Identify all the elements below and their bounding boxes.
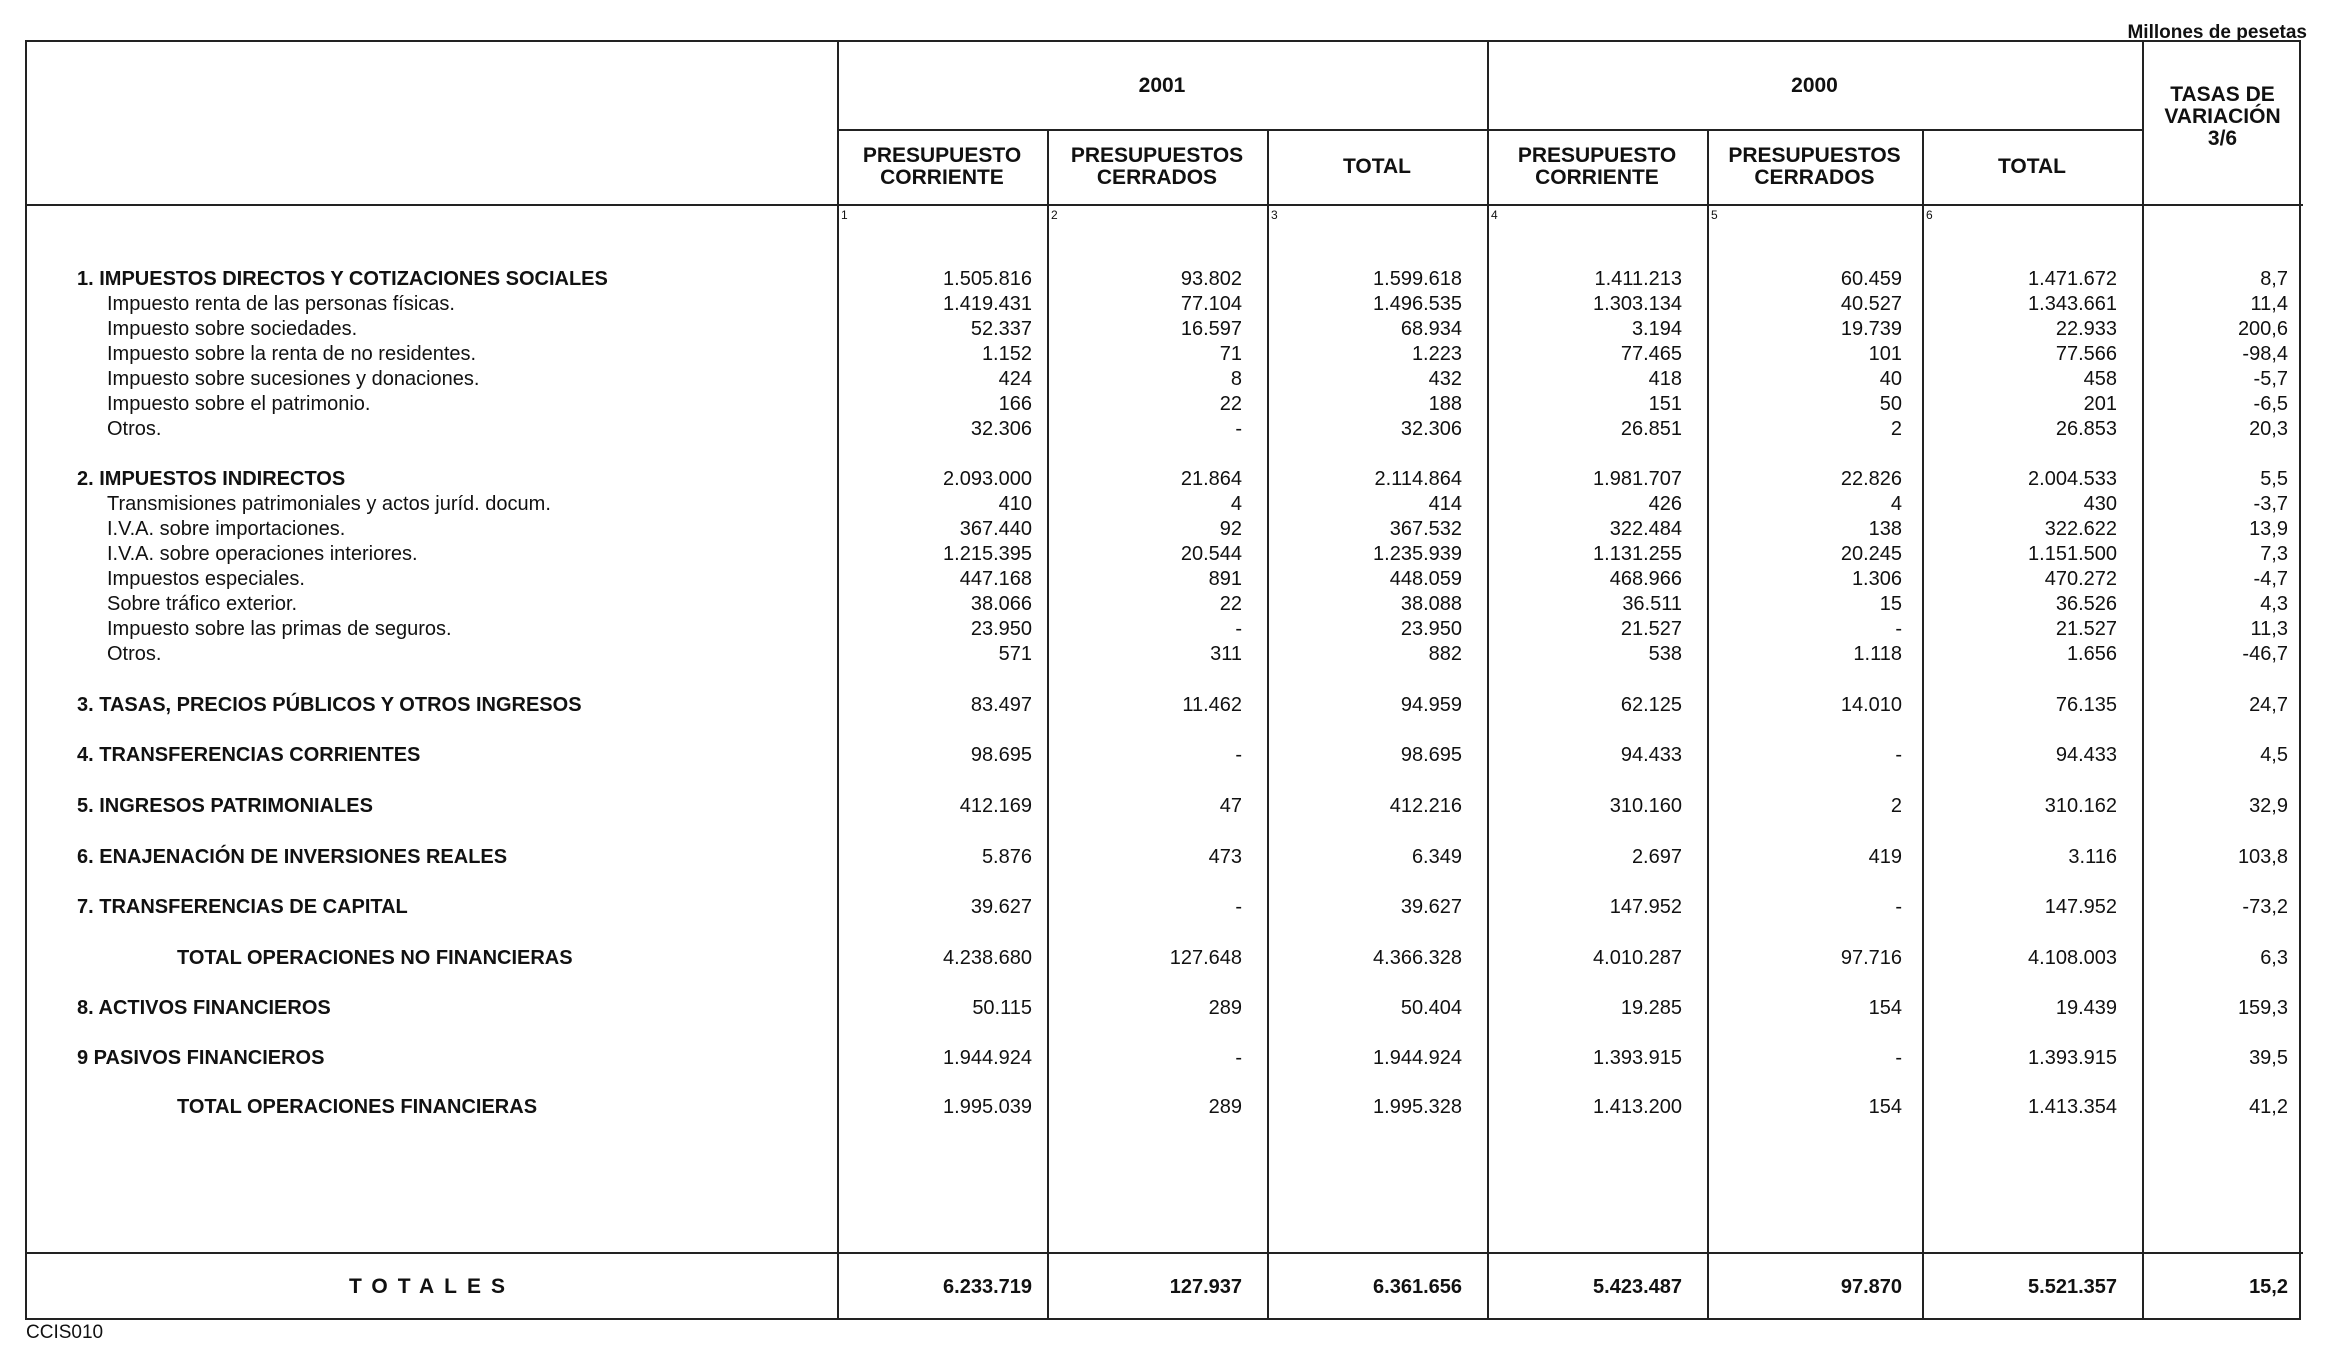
- table-cell: 94.433: [1620, 744, 1682, 766]
- table-cell: 2.093.000: [943, 468, 1032, 490]
- table-cell: 138: [1868, 518, 1902, 540]
- table-cell: 6,3: [2260, 947, 2288, 969]
- table-cell: 1.131.255: [1593, 543, 1682, 565]
- table-cell: 16.597: [1180, 318, 1242, 340]
- table-cell: 21.527: [2055, 618, 2117, 640]
- row-label: 3. TASAS, PRECIOS PÚBLICOS Y OTROS INGRESOS: [77, 694, 582, 716]
- table-cell: -: [1235, 744, 1242, 766]
- rate-header: TASAS DE VARIACIÓN 3/6: [2164, 83, 2281, 150]
- table-cell: 412.216: [1389, 795, 1462, 817]
- footer-code: CCIS010: [26, 1322, 104, 1343]
- table-cell: 23.950: [1400, 618, 1462, 640]
- table-cell: 41,2: [2249, 1096, 2288, 1118]
- table-cell: 448.059: [1389, 568, 1462, 590]
- table-cell: 4.238.680: [943, 947, 1032, 969]
- table-cell: 882: [1428, 643, 1462, 665]
- table-cell: -46,7: [2242, 643, 2288, 665]
- table-cell: 3.194: [1631, 318, 1682, 340]
- table-cell: 1.944.924: [943, 1047, 1032, 1069]
- table-cell: 289: [1208, 997, 1242, 1019]
- row-label: Otros.: [107, 643, 162, 665]
- table-cell: 40: [1879, 368, 1902, 390]
- table-cell: 426: [1648, 493, 1682, 515]
- table-cell: -4,7: [2253, 568, 2288, 590]
- table-row: [27, 692, 2303, 718]
- table-cell: 8,7: [2260, 268, 2288, 290]
- column-number: 1: [841, 208, 848, 222]
- table-cell: -98,4: [2242, 343, 2288, 365]
- table-cell: 458: [2083, 368, 2117, 390]
- table-cell: -: [1895, 618, 1902, 640]
- table-row: [27, 316, 2303, 342]
- table-row: [27, 491, 2303, 517]
- column-number: 6: [1926, 208, 1933, 222]
- table-cell: 414: [1428, 493, 1462, 515]
- table-row: [27, 466, 2303, 492]
- table-cell: 93.802: [1180, 268, 1242, 290]
- table-row: [27, 366, 2303, 392]
- table-cell: 22.826: [1840, 468, 1902, 490]
- table-cell: 4,5: [2260, 744, 2288, 766]
- table-cell: 52.337: [970, 318, 1032, 340]
- table-row: [27, 1094, 2303, 1120]
- table-row: [27, 742, 2303, 768]
- table-cell: 32,9: [2249, 795, 2288, 817]
- table-row: [27, 793, 2303, 819]
- table-cell: 447.168: [959, 568, 1032, 590]
- table-cell: 5.521.357: [2028, 1276, 2117, 1298]
- table-cell: 11,4: [2250, 293, 2288, 315]
- table-cell: 32.306: [970, 418, 1032, 440]
- table-cell: 289: [1208, 1096, 1242, 1118]
- table-cell: 473: [1208, 846, 1242, 868]
- table-cell: 159,3: [2237, 997, 2288, 1019]
- table-cell: 1.413.354: [2028, 1096, 2117, 1118]
- table-row: [27, 266, 2303, 292]
- table-cell: 4.366.328: [1373, 947, 1462, 969]
- table-cell: -: [1235, 418, 1242, 440]
- table-cell: 1.151.500: [2028, 543, 2117, 565]
- table-cell: 103,8: [2237, 846, 2288, 868]
- table-cell: 38.066: [970, 593, 1032, 615]
- table-cell: 6.233.719: [943, 1276, 1032, 1298]
- row-label: Transmisiones patrimoniales y actos juríd. docum.: [107, 493, 551, 515]
- table-cell: 322.484: [1609, 518, 1682, 540]
- table-cell: -6,5: [2253, 393, 2288, 415]
- table-cell: 23.950: [970, 618, 1032, 640]
- row-label: Impuesto sobre sociedades.: [107, 318, 358, 340]
- row-label: Impuesto sobre el patrimonio.: [107, 393, 371, 415]
- table-cell: 19.739: [1840, 318, 1902, 340]
- table-cell: -: [1235, 896, 1242, 918]
- row-label: 8. ACTIVOS FINANCIEROS: [77, 997, 331, 1019]
- table-cell: 2.114.864: [1374, 468, 1462, 490]
- table-row: [27, 1045, 2303, 1071]
- table-cell: 367.532: [1389, 518, 1462, 540]
- table-cell: 3.116: [2068, 846, 2117, 868]
- table-cell: 77.566: [2055, 343, 2117, 365]
- table-cell: 92: [1219, 518, 1242, 540]
- table-cell: 2.004.533: [2028, 468, 2117, 490]
- table-cell: 410: [998, 493, 1032, 515]
- table-cell: -3,7: [2253, 493, 2288, 515]
- table-cell: -: [1235, 618, 1242, 640]
- table-cell: 538: [1648, 643, 1682, 665]
- table-cell: 1.411.213: [1594, 268, 1682, 290]
- row-label: TOTAL OPERACIONES NO FINANCIERAS: [177, 947, 573, 969]
- table-cell: 20.245: [1840, 543, 1902, 565]
- table-cell: 1.343.661: [2028, 293, 2117, 315]
- table-cell: 418: [1648, 368, 1682, 390]
- table-cell: 154: [1868, 997, 1902, 1019]
- table-cell: 147.952: [2044, 896, 2117, 918]
- table-cell: 1.152: [981, 343, 1032, 365]
- table-cell: 1.471.672: [2028, 268, 2117, 290]
- table-cell: 50.404: [1400, 997, 1462, 1019]
- table-cell: 62.125: [1620, 694, 1682, 716]
- table-cell: 1.505.816: [943, 268, 1032, 290]
- table-cell: 40.527: [1840, 293, 1902, 315]
- table-cell: 367.440: [959, 518, 1032, 540]
- row-label: 4. TRANSFERENCIAS CORRIENTES: [77, 744, 421, 766]
- table-cell: 310.160: [1609, 795, 1682, 817]
- col-header-current-2000: PRESUPUESTO CORRIENTE: [1517, 144, 1677, 189]
- table-cell: 13,9: [2249, 518, 2288, 540]
- table-cell: 2: [1890, 795, 1902, 817]
- table-cell: 39,5: [2249, 1047, 2288, 1069]
- table-row: [27, 516, 2303, 542]
- table-row: [27, 391, 2303, 417]
- table-cell: 97.870: [1840, 1276, 1902, 1298]
- table-cell: 4.108.003: [2028, 947, 2117, 969]
- table-cell: 468.966: [1609, 568, 1682, 590]
- table-cell: 1.419.431: [943, 293, 1032, 315]
- table-cell: 26.851: [1620, 418, 1682, 440]
- row-label: Impuesto sobre la renta de no residentes.: [107, 343, 477, 365]
- table-cell: 60.459: [1840, 268, 1902, 290]
- table-row: [27, 566, 2303, 592]
- table-cell: 1.981.707: [1593, 468, 1682, 490]
- row-label: 6. ENAJENACIÓN DE INVERSIONES REALES: [77, 846, 508, 868]
- table-cell: 151: [1648, 393, 1682, 415]
- table-cell: 50: [1879, 393, 1902, 415]
- table-row: [27, 591, 2303, 617]
- table-cell: 47: [1219, 795, 1242, 817]
- table-cell: -: [1895, 1047, 1902, 1069]
- row-label: 9 PASIVOS FINANCIEROS: [77, 1047, 325, 1069]
- table-row: [27, 616, 2303, 642]
- table-cell: 127.937: [1169, 1276, 1242, 1298]
- row-label: Otros.: [107, 418, 162, 440]
- table-cell: 101: [1868, 343, 1902, 365]
- column-divider: [1487, 42, 1489, 1318]
- table-cell: 8: [1230, 368, 1242, 390]
- table-cell: 22: [1219, 593, 1242, 615]
- table-cell: 1.393.915: [1593, 1047, 1682, 1069]
- table-cell: 322.622: [2044, 518, 2117, 540]
- table-cell: 1.496.535: [1373, 293, 1462, 315]
- table-cell: 1.656: [2066, 643, 2117, 665]
- table-cell: 19.439: [2055, 997, 2117, 1019]
- table-cell: 2.697: [1631, 846, 1682, 868]
- table-cell: 419: [1868, 846, 1902, 868]
- table-cell: 412.169: [959, 795, 1032, 817]
- table-cell: 26.853: [2055, 418, 2117, 440]
- table-cell: 19.285: [1620, 997, 1682, 1019]
- table-cell: -: [1895, 896, 1902, 918]
- col-header-current-2001: PRESUPUESTO CORRIENTE: [862, 144, 1022, 189]
- table-row: [27, 291, 2303, 317]
- row-label: 1. IMPUESTOS DIRECTOS Y COTIZACIONES SOCIALES: [77, 268, 608, 290]
- table-cell: 4: [1890, 493, 1902, 515]
- table-cell: 11.462: [1182, 694, 1242, 716]
- table-cell: 200,6: [2237, 318, 2288, 340]
- table-cell: 127.648: [1169, 947, 1242, 969]
- table-cell: 424: [998, 368, 1032, 390]
- table-cell: 21.864: [1180, 468, 1242, 490]
- table-cell: 77.104: [1180, 293, 1242, 315]
- table-cell: 571: [998, 643, 1032, 665]
- table-row: [27, 844, 2303, 870]
- row-label: TOTAL OPERACIONES FINANCIERAS: [177, 1096, 538, 1118]
- table-cell: 6.361.656: [1373, 1276, 1462, 1298]
- totals-label: TOTALES: [348, 1275, 516, 1298]
- table-cell: 36.526: [2055, 593, 2117, 615]
- table-cell: 22: [1219, 393, 1242, 415]
- table-cell: 97.716: [1840, 947, 1902, 969]
- table-cell: 2: [1890, 418, 1902, 440]
- row-label: Impuesto sobre las primas de seguros.: [107, 618, 452, 640]
- table-cell: 39.627: [1400, 896, 1462, 918]
- table-row: [27, 641, 2303, 667]
- table-cell: 5.876: [981, 846, 1032, 868]
- table-cell: 94.433: [2055, 744, 2117, 766]
- table-cell: 1.306: [1851, 568, 1902, 590]
- table-cell: 20,3: [2249, 418, 2288, 440]
- row-label: Impuestos especiales.: [107, 568, 305, 590]
- table-cell: 71: [1219, 343, 1242, 365]
- table-cell: 4.010.287: [1593, 947, 1682, 969]
- column-divider: [837, 42, 839, 1318]
- table-cell: 188: [1428, 393, 1462, 415]
- table-cell: 1.599.618: [1373, 268, 1462, 290]
- table-cell: 36.511: [1622, 593, 1682, 615]
- table-cell: 5,5: [2260, 468, 2288, 490]
- table-cell: -73,2: [2242, 896, 2288, 918]
- table-cell: 83.497: [970, 694, 1032, 716]
- revenue-table: [25, 40, 2301, 1320]
- table-cell: 24,7: [2249, 694, 2288, 716]
- table-cell: 1.413.200: [1593, 1096, 1682, 1118]
- column-number: 2: [1051, 208, 1058, 222]
- table-row: [27, 416, 2303, 442]
- column-number: 4: [1491, 208, 1498, 222]
- row-label: I.V.A. sobre operaciones interiores.: [107, 543, 418, 565]
- table-cell: 22.933: [2055, 318, 2117, 340]
- table-cell: -: [1235, 1047, 1242, 1069]
- table-cell: 201: [2083, 393, 2117, 415]
- table-cell: 20.544: [1180, 543, 1242, 565]
- table-cell: 1.118: [1853, 643, 1902, 665]
- table-cell: 50.115: [972, 997, 1032, 1019]
- table-cell: 5.423.487: [1593, 1276, 1682, 1298]
- table-cell: 15,2: [2249, 1276, 2288, 1298]
- table-cell: 1.215.395: [943, 543, 1032, 565]
- table-cell: 891: [1208, 568, 1242, 590]
- table-cell: 1.995.328: [1373, 1096, 1462, 1118]
- table-cell: 38.088: [1400, 593, 1462, 615]
- row-label: 5. INGRESOS PATRIMONIALES: [77, 795, 373, 817]
- table-cell: 470.272: [2044, 568, 2117, 590]
- row-label: 7. TRANSFERENCIAS DE CAPITAL: [77, 896, 408, 918]
- table-cell: 76.135: [2055, 694, 2117, 716]
- table-cell: 77.465: [1620, 343, 1682, 365]
- table-cell: 310.162: [2044, 795, 2117, 817]
- header-bottom-line: [27, 204, 2303, 206]
- table-cell: 94.959: [1400, 694, 1462, 716]
- table-cell: 98.695: [1400, 744, 1462, 766]
- table-cell: 98.695: [970, 744, 1032, 766]
- table-cell: -5,7: [2253, 368, 2288, 390]
- table-cell: 147.952: [1609, 896, 1682, 918]
- table-row: [27, 995, 2303, 1021]
- col-header-total-2000: TOTAL: [1997, 155, 2067, 178]
- table-cell: 1.944.924: [1373, 1047, 1462, 1069]
- table-cell: 14.010: [1840, 694, 1902, 716]
- table-cell: 1.393.915: [2028, 1047, 2117, 1069]
- column-divider: [2142, 42, 2144, 1318]
- table-cell: 4,3: [2260, 593, 2288, 615]
- table-cell: 68.934: [1400, 318, 1462, 340]
- table-row: [27, 894, 2303, 920]
- table-cell: 432: [1428, 368, 1462, 390]
- table-cell: 15: [1879, 593, 1902, 615]
- table-cell: 6.349: [1411, 846, 1462, 868]
- table-cell: 1.303.134: [1593, 293, 1682, 315]
- table-cell: 32.306: [1400, 418, 1462, 440]
- table-cell: 166: [998, 393, 1032, 415]
- table-cell: 1.235.939: [1373, 543, 1462, 565]
- table-row: [27, 341, 2303, 367]
- table-cell: 1.995.039: [943, 1096, 1032, 1118]
- year-2000-header: 2000: [1791, 73, 1838, 97]
- totals-top-line: [27, 1252, 2303, 1254]
- row-label: Sobre tráfico exterior.: [107, 593, 298, 615]
- unit-note: Millones de pesetas: [2127, 22, 2307, 43]
- col-header-closed-2000: PRESUPUESTOS CERRADOS: [1728, 144, 1901, 189]
- table-cell: 1.223: [1411, 343, 1462, 365]
- column-number: 5: [1711, 208, 1718, 222]
- table-cell: 39.627: [970, 896, 1032, 918]
- totals-row: [27, 1274, 2303, 1300]
- row-label: I.V.A. sobre importaciones.: [107, 518, 346, 540]
- table-cell: 311: [1210, 643, 1242, 665]
- table-row: [27, 945, 2303, 971]
- table-row: [27, 541, 2303, 567]
- table-cell: 7,3: [2260, 543, 2288, 565]
- header-divider: [837, 129, 2142, 131]
- table-cell: 11,3: [2250, 618, 2288, 640]
- table-cell: 154: [1868, 1096, 1902, 1118]
- table-cell: 4: [1230, 493, 1242, 515]
- table-cell: 430: [2083, 493, 2117, 515]
- row-label: 2. IMPUESTOS INDIRECTOS: [77, 468, 346, 490]
- col-header-closed-2001: PRESUPUESTOS CERRADOS: [1070, 144, 1244, 189]
- table-cell: -: [1895, 744, 1902, 766]
- column-number: 3: [1271, 208, 1278, 222]
- table-cell: 21.527: [1620, 618, 1682, 640]
- row-label: Impuesto sobre sucesiones y donaciones.: [107, 368, 480, 390]
- col-header-total-2001: TOTAL: [1342, 155, 1412, 178]
- row-label: Impuesto renta de las personas físicas.: [107, 293, 455, 315]
- year-2001-header: 2001: [1138, 73, 1186, 97]
